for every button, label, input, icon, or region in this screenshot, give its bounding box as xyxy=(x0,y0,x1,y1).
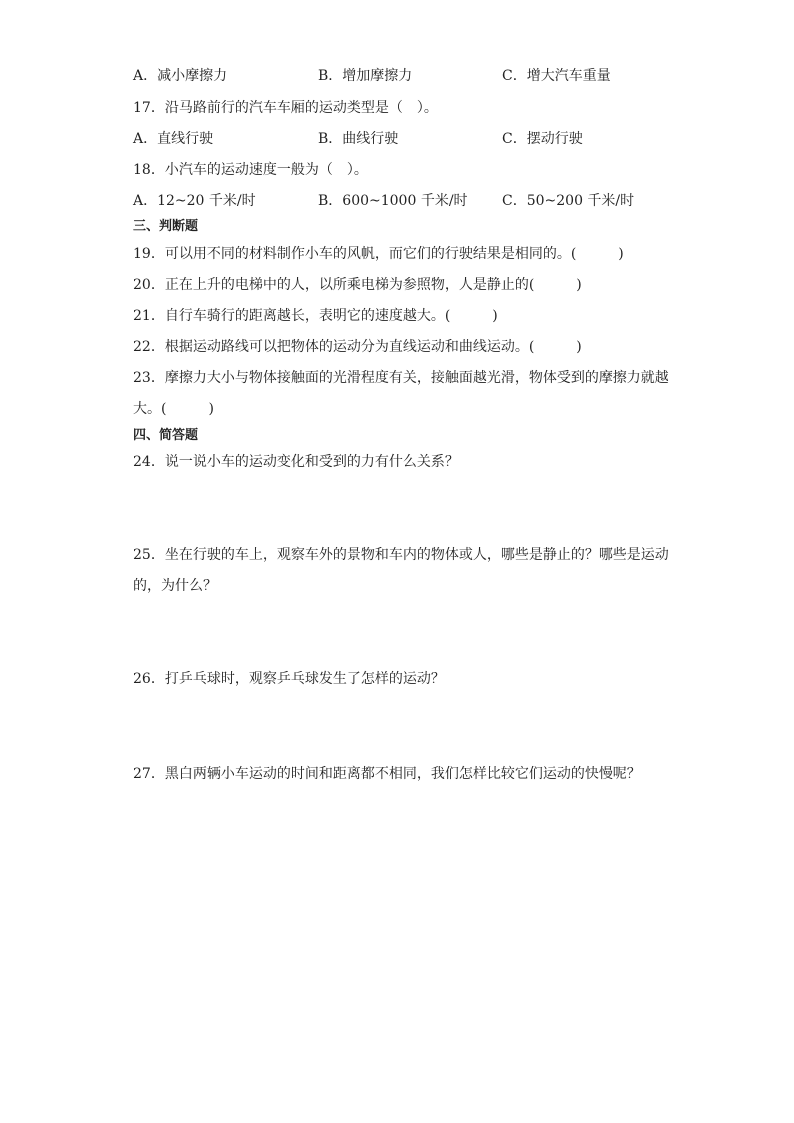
q17-question: 17．沿马路前行的汽车车厢的运动类型是（ ）。 xyxy=(133,100,438,116)
section-heading-judgment: 三、判断题 xyxy=(133,219,199,234)
q27-question: 27．黑白两辆小车运动的时间和距离都不相同，我们怎样比较它们运动的快慢呢？ xyxy=(133,766,641,782)
q16-option-b: B．增加摩擦力 xyxy=(318,68,413,84)
q24-question: 24．说一说小车的运动变化和受到的力有什么关系？ xyxy=(133,454,459,470)
q19-statement: 19．可以用不同的材料制作小车的风帆，而它们的行驶结果是相同的。( ) xyxy=(133,246,624,262)
q21-statement: 21．自行车骑行的距离越长，表明它的速度越大。( ) xyxy=(133,308,498,324)
q23-statement-continued: 大。( ) xyxy=(133,401,214,417)
q26-question: 26．打乒乓球时，观察乒乓球发生了怎样的运动？ xyxy=(133,671,445,687)
q20-statement: 20．正在上升的电梯中的人，以所乘电梯为参照物，人是静止的( ) xyxy=(133,277,582,293)
q23-statement: 23．摩擦力大小与物体接触面的光滑程度有关，接触面越光滑，物体受到的摩擦力就越 xyxy=(133,370,669,386)
q18-option-b: B．600~1000 千米/时 xyxy=(318,193,468,209)
q17-option-b: B．曲线行驶 xyxy=(318,131,399,147)
q16-option-c: C．增大汽车重量 xyxy=(502,68,611,84)
section-heading-short-answer: 四、简答题 xyxy=(133,428,199,443)
q22-statement: 22．根据运动路线可以把物体的运动分为直线运动和曲线运动。( ) xyxy=(133,339,582,355)
q25-question-continued: 的，为什么？ xyxy=(133,578,217,594)
q17-option-a: A．直线行驶 xyxy=(133,131,214,147)
q18-option-a: A．12~20 千米/时 xyxy=(133,193,256,209)
q18-question: 18．小汽车的运动速度一般为（ ）。 xyxy=(133,162,368,178)
q25-question: 25．坐在行驶的车上，观察车外的景物和车内的物体或人，哪些是静止的？哪些是运动 xyxy=(133,547,669,563)
q18-option-c: C．50~200 千米/时 xyxy=(502,193,635,209)
q17-option-c: C．摆动行驶 xyxy=(502,131,583,147)
q16-option-a: A．减小摩擦力 xyxy=(133,68,228,84)
